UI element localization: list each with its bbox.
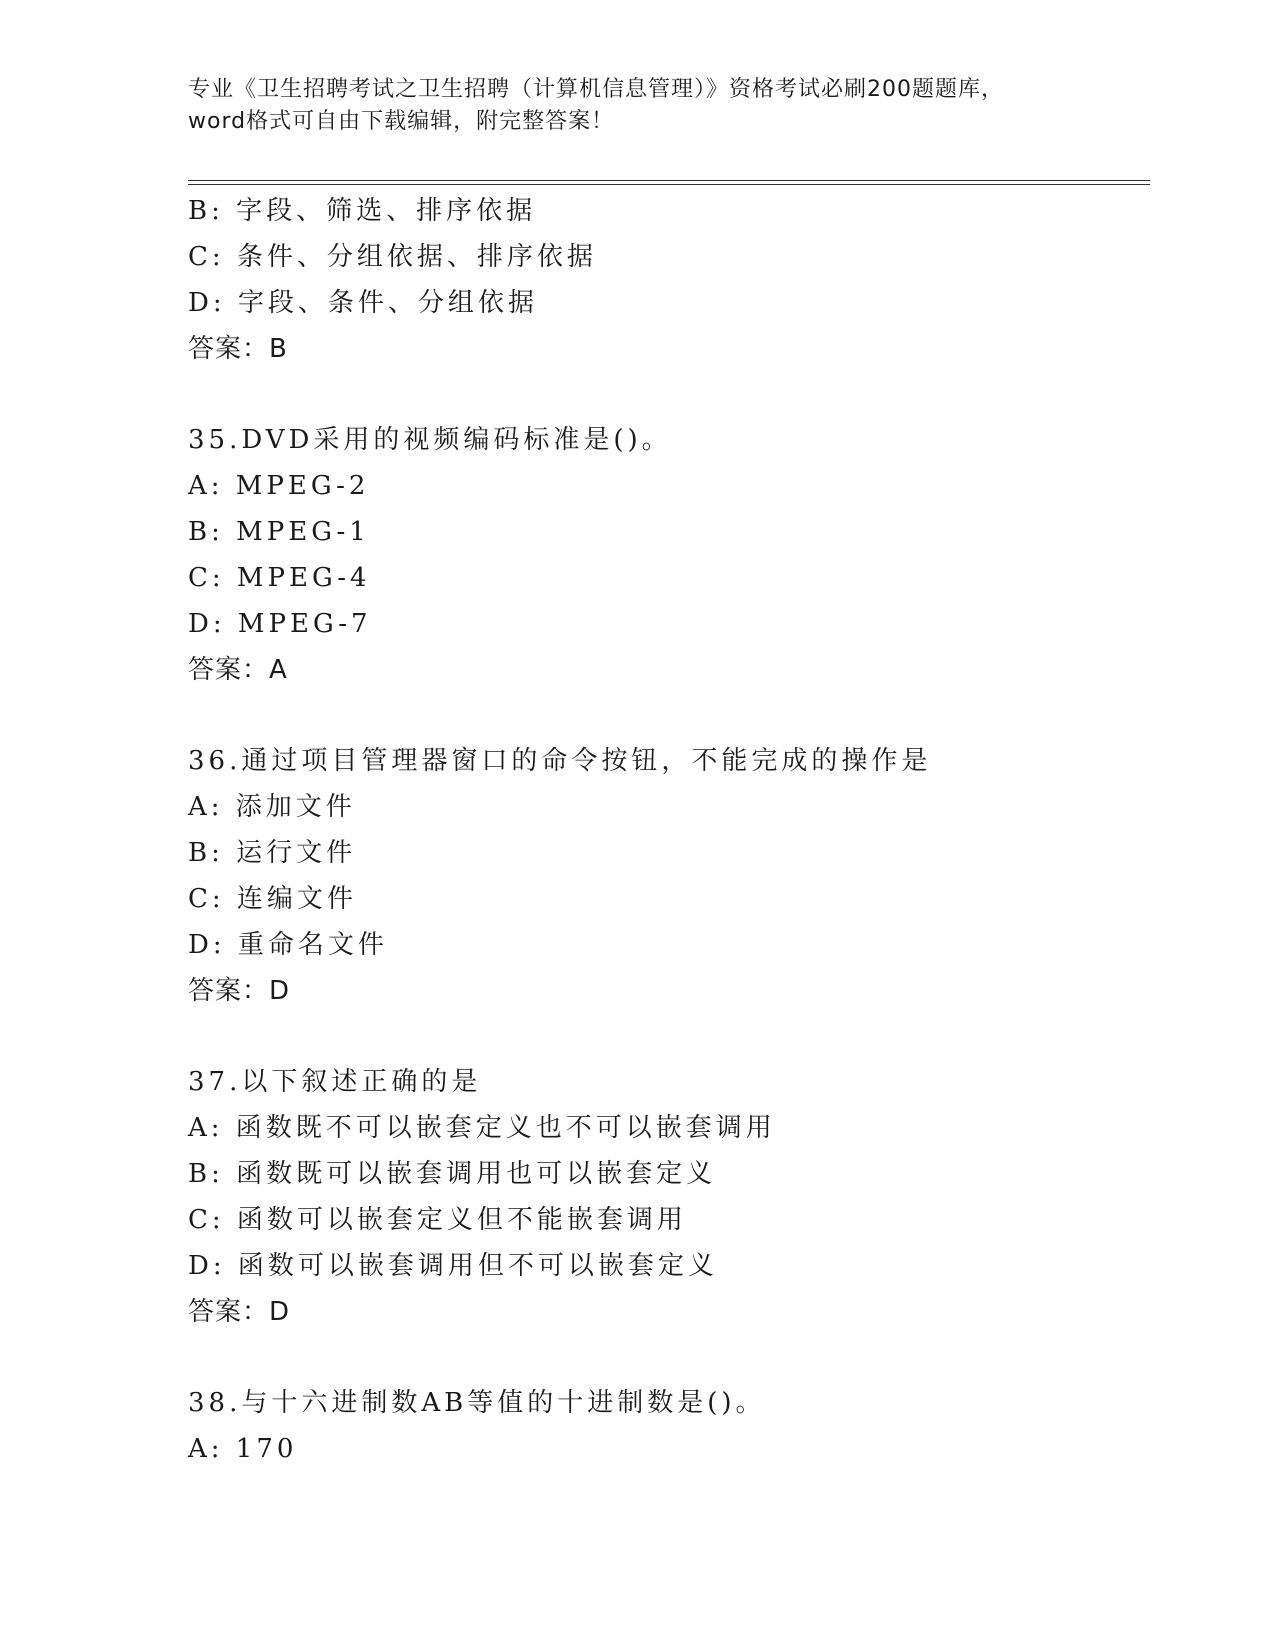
option-c: C: MPEG-4 [188,563,371,593]
answer-line: 答案：A [188,655,288,685]
option-d: D: 字段、条件、分组依据 [188,288,538,318]
question-35 [188,417,1148,693]
question-38 [188,1380,1148,1472]
option-c: C: 函数可以嵌套定义但不能嵌套调用 [188,1205,687,1235]
answer-line: 答案：D [188,1297,291,1327]
option-b: B: MPEG-1 [188,517,370,547]
option-d: D: 重命名文件 [188,930,388,960]
question-stem: 36.通过项目管理器窗口的命令按钮，不能完成的操作是 [188,746,932,776]
answer-line: 答案：B [188,334,288,364]
document-header [188,74,1088,138]
question-list [188,188,1148,1472]
option-a: A: 添加文件 [188,792,356,822]
header-line-2: word格式可自由下载编辑，附完整答案！ [188,109,615,134]
question-37 [188,1059,1148,1335]
header-line-1: 专业《卫生招聘考试之卫生招聘（计算机信息管理）》资格考试必刷200题题库， [188,77,1004,102]
header-divider-top [188,180,1150,181]
option-b: B: 字段、筛选、排序依据 [188,196,537,226]
answer-line: 答案：D [188,976,291,1006]
header-divider-bottom [188,184,1150,185]
option-a: A: MPEG-2 [188,471,370,501]
option-b: B: 运行文件 [188,838,357,868]
question-stem: 35.DVD采用的视频编码标准是()。 [188,425,672,455]
option-d: D: 函数可以嵌套调用但不可以嵌套定义 [188,1251,718,1281]
question-36 [188,738,1148,1014]
question-34-continued [188,188,1148,372]
option-c: C: 条件、分组依据、排序依据 [188,242,597,272]
option-a: A: 函数既不可以嵌套定义也不可以嵌套调用 [188,1113,776,1143]
option-a: A: 170 [188,1434,298,1464]
option-b: B: 函数既可以嵌套调用也可以嵌套定义 [188,1159,717,1189]
question-stem: 38.与十六进制数AB等值的十进制数是()。 [188,1388,766,1418]
question-stem: 37.以下叙述正确的是 [188,1067,482,1097]
option-d: D: MPEG-7 [188,609,372,639]
option-c: C: 连编文件 [188,884,357,914]
